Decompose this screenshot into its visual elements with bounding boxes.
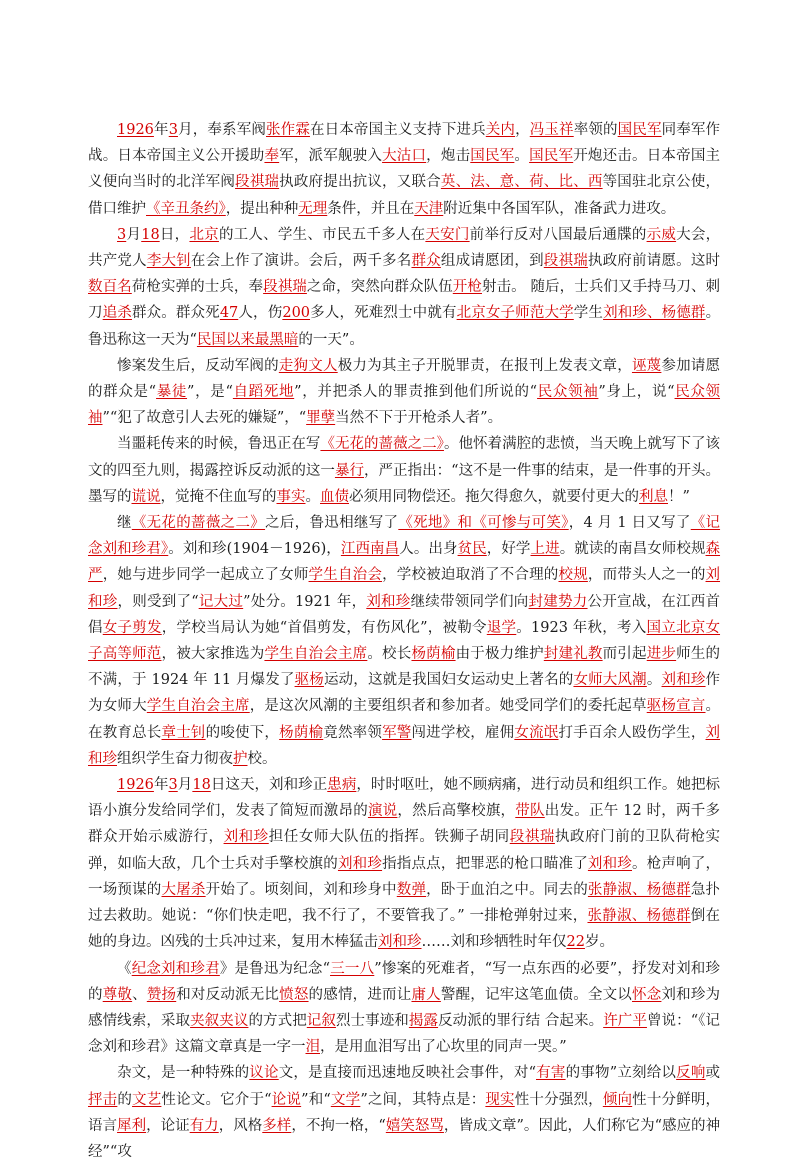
highlighted-term: 揭露: [408, 1012, 439, 1029]
text-run: ，学校被迫取消了不合理的: [382, 567, 559, 584]
highlighted-term: 冯玉祥: [529, 122, 574, 138]
highlighted-term: 张静淑、杨德群: [587, 908, 691, 925]
highlighted-term: 刘和珍: [88, 724, 721, 767]
highlighted-term: 杨荫榆: [279, 724, 324, 741]
highlighted-term: 演说: [367, 803, 398, 820]
highlighted-term: 驱杨宣言: [646, 698, 706, 715]
text-run: 。: [646, 672, 662, 689]
text-run: 。校长: [367, 646, 412, 663]
text-run: ，提出种种: [225, 200, 299, 217]
highlighted-term: 学生自治会主席: [146, 698, 250, 715]
text-run: 执政府前请愿。这时: [587, 253, 721, 270]
highlighted-term: 章士钊: [161, 724, 206, 741]
highlighted-term: 《无花的蔷薇之二》: [320, 436, 444, 453]
text-run: 性论文。它介于“: [161, 1091, 272, 1108]
text-run: 人。出身: [399, 541, 458, 558]
text-run: ，论证: [146, 1117, 190, 1134]
text-run: ，好学: [486, 541, 531, 558]
highlighted-term: 刘和珍: [661, 672, 706, 689]
text-run: 。: [305, 488, 320, 505]
highlighted-term: 森严: [88, 541, 721, 584]
highlighted-term: 3: [168, 122, 178, 138]
text-run: 在日本帝国主义支持下进兵: [309, 122, 486, 138]
highlighted-term: 文艺: [132, 1091, 162, 1108]
highlighted-term: 天安门: [425, 226, 470, 243]
text-run: 的事物”立刻给以: [565, 1065, 677, 1082]
highlighted-term: 谎说: [131, 488, 161, 505]
highlighted-term: 带队: [515, 803, 545, 820]
text-run: 公开宣战，在江西首倡: [88, 593, 721, 636]
paragraph: [88, 117, 720, 222]
text-run: 多人，死难烈士中就有: [310, 305, 457, 322]
highlighted-term: 开枪: [452, 279, 482, 296]
highlighted-term: 《辛丑条约》: [146, 200, 226, 217]
text-run: 射击。 随后，士兵们又手持马刀、刺刀: [88, 279, 721, 322]
highlighted-term: 封建势力: [528, 593, 588, 610]
text-run: ，则受到了“: [117, 593, 199, 610]
highlighted-term: 校规: [558, 567, 588, 584]
text-run: 的方式把: [248, 1012, 307, 1029]
highlighted-term: 血债: [320, 488, 349, 505]
text-run: 岁。: [584, 934, 614, 951]
highlighted-term: 犀利: [117, 1117, 147, 1134]
highlighted-term: 国民军: [470, 148, 515, 165]
text-run: 急扑过去救助。她说：“你们快走吧，我不行了，不要管我了。” 一排枪弹射过来，: [88, 881, 721, 925]
highlighted-term: 议论: [249, 1065, 279, 1082]
text-run: 校。: [247, 750, 277, 767]
highlighted-term: 驱杨: [294, 672, 324, 689]
text-run: 等国驻北京公使，借口维护: [88, 174, 721, 217]
highlighted-term: 段祺瑞: [263, 279, 307, 296]
text-run: 的工人、学生、市民五千多人在: [218, 226, 426, 243]
highlighted-term: 上进: [530, 541, 560, 558]
highlighted-term: 民众领袖: [537, 384, 599, 401]
highlighted-term: 尊敬: [102, 986, 133, 1003]
highlighted-term: 有害: [536, 1065, 566, 1082]
highlighted-term: 赞扬: [146, 986, 177, 1003]
text-run: 参加请愿的群众是“: [88, 357, 721, 401]
text-run: ，然后高擎校旗，: [397, 803, 516, 820]
highlighted-term: 女子剪发: [102, 619, 162, 636]
text-run: 。鲁迅称这一天为“: [88, 305, 721, 348]
text-run: 曾说：“《记念刘和珍君》这篇文章真是一字一: [88, 1012, 721, 1056]
paragraph: [88, 1060, 720, 1165]
text-run: 或: [705, 1065, 721, 1082]
highlighted-term: 刘和珍: [223, 829, 269, 846]
text-run: 大会，共产党人: [88, 226, 721, 270]
highlighted-term: 《记念刘和珍君》: [88, 515, 721, 558]
highlighted-term: 多样: [262, 1117, 292, 1134]
text-run: ”处分。1921 年，: [243, 593, 367, 610]
text-run: 年: [153, 122, 169, 138]
text-run: 月: [126, 226, 142, 243]
highlighted-term: 22: [566, 934, 585, 951]
text-run: 人，伤: [238, 305, 283, 322]
highlighted-term: 护: [233, 750, 248, 767]
highlighted-term: 暴行: [334, 462, 364, 479]
text-run: 倒在她的身边。凶残的士兵冲过来，复用木棒猛击: [88, 908, 721, 951]
text-run: 当噩耗传来的时候，鲁迅正在写: [117, 436, 321, 453]
highlighted-term: 女流氓: [514, 724, 559, 741]
text-run: 。就读的南昌女师校规: [559, 541, 706, 558]
text-run: 之命，突然向群众队伍: [306, 279, 453, 296]
text-run: 条件，并且在: [327, 200, 415, 217]
highlighted-term: 怀念: [632, 986, 662, 1003]
highlighted-term: 泪: [305, 1039, 320, 1056]
highlighted-term: 庸人: [411, 986, 441, 1003]
highlighted-term: 罪孽: [306, 410, 336, 427]
text-run: 刘和珍为感情线索，采取: [88, 986, 721, 1029]
text-run: 、: [132, 986, 147, 1003]
highlighted-term: 民国以来最黑暗: [196, 331, 299, 348]
text-run: 由于极力维护: [455, 646, 544, 663]
highlighted-term: 200: [282, 305, 311, 322]
paragraph: [88, 510, 720, 772]
text-run: 作为女师大: [88, 672, 721, 715]
text-run: 师生的不满，于 1924 年 11 月爆发了: [88, 646, 721, 689]
highlighted-term: 数弹: [396, 881, 427, 898]
highlighted-term: 民众领袖: [88, 384, 721, 427]
paragraph: [88, 772, 720, 955]
text-run: 。他怀着满腔的悲愤，当天晚上就写下了该文的四至九则，揭露控诉反动派的这一: [88, 436, 721, 479]
text-run: 打手百余人殴伤学生，: [558, 724, 706, 741]
text-run: 》是鲁迅为纪念“: [219, 960, 331, 977]
highlighted-term: 纪念刘和珍君: [131, 960, 220, 977]
highlighted-term: 1926: [117, 777, 154, 794]
text-run: 的一天”。: [298, 331, 364, 348]
text-run: 日，: [159, 226, 190, 243]
highlighted-term: 文学: [330, 1091, 361, 1108]
paragraph: [88, 222, 720, 353]
highlighted-term: 大屠杀: [161, 881, 206, 898]
highlighted-term: 张静淑、杨德群: [587, 881, 691, 898]
text-run: 月，奉系军阀: [177, 122, 267, 138]
highlighted-term: 群众: [411, 253, 441, 270]
text-run: 继: [117, 515, 132, 532]
highlighted-term: 示威: [646, 226, 677, 243]
highlighted-term: 自蹈死地: [232, 384, 295, 401]
highlighted-term: 现实: [485, 1091, 515, 1108]
paragraph: [88, 431, 720, 510]
text-run: 性十分强烈，: [514, 1091, 603, 1108]
text-run: ”之间，其特点是：: [360, 1091, 486, 1108]
text-run: 和对反动派无比: [176, 986, 280, 1003]
text-run: ，4 月 1 日又写了: [568, 515, 691, 532]
highlighted-term: 刘和珍、杨德群: [603, 305, 706, 322]
highlighted-term: 刘和珍: [337, 855, 383, 872]
text-run: ”和“: [301, 1091, 331, 1108]
highlighted-term: 刘和珍: [366, 593, 411, 610]
highlighted-term: 刘和珍: [378, 934, 422, 951]
highlighted-term: 有力: [189, 1117, 219, 1134]
highlighted-term: 夹叙夹议: [190, 1012, 249, 1029]
highlighted-term: 暴徒: [156, 384, 188, 401]
text-run: ”，是“: [187, 384, 233, 401]
text-run: 指指点点，把罪恶的枪口瞄准了: [382, 855, 588, 872]
highlighted-term: 嬉笑怒骂: [385, 1117, 444, 1134]
highlighted-term: 《无花的蔷薇之二》: [131, 515, 266, 532]
text-run: ，学校当局认为她“首倡剪发，有伤风化”，被勒令: [161, 619, 487, 636]
highlighted-term: 倾向: [602, 1091, 633, 1108]
highlighted-term: 18: [141, 226, 160, 243]
text-run: 在会上作了演讲。会后，两千多名: [190, 253, 412, 270]
highlighted-term: 《死地》和《可惨与可笑》: [398, 515, 569, 532]
highlighted-term: 诬蔑: [631, 357, 662, 374]
highlighted-term: 事实: [276, 488, 306, 505]
text-run: 附近集中各国军队，准备武力进攻。: [443, 200, 676, 217]
text-run: 群众。群众死: [131, 305, 220, 322]
text-run: 军，派军舰驶入: [279, 148, 383, 165]
highlighted-term: 张作霖: [266, 122, 310, 138]
text-run: ！”: [668, 488, 690, 505]
highlighted-term: 学生自治会: [308, 567, 383, 584]
highlighted-term: 许广平: [603, 1012, 647, 1029]
text-run: 组成请愿团，到: [440, 253, 544, 270]
text-run: 文，是直接而迅速地反映社会事件，对“: [278, 1065, 536, 1082]
text-run: 继续带领同学们向: [410, 593, 529, 610]
highlighted-term: 天津: [414, 200, 444, 217]
text-run: 开炮还击。日本帝国主义便向当时的北洋军阀: [88, 148, 721, 191]
highlighted-term: 国民军: [529, 148, 574, 165]
text-run: 月: [177, 777, 193, 794]
highlighted-term: 退学: [486, 619, 517, 636]
highlighted-term: 记大过: [198, 593, 244, 610]
text-run: 。枪声响了，一场预谋的: [88, 855, 721, 898]
text-run: ，时时呕吐，她不顾病痛，进行动员和组织工作。她把标语小旗分发给同学们，发表了简短而激昂的: [88, 777, 721, 820]
text-run: 烈士事迹和: [335, 1012, 409, 1029]
highlighted-term: 反响: [676, 1065, 706, 1082]
text-run: ，觉掩不住血写的: [160, 488, 277, 505]
text-run: 担任女师大队伍的指挥。铁狮子胡同: [268, 829, 510, 846]
text-run: 运动，这就是我国妇女运动史上著名的: [323, 672, 574, 689]
highlighted-term: 大沽口: [382, 148, 427, 165]
text-run: 当然不下于开枪杀人者”。: [335, 410, 503, 427]
text-run: ，是用血泪写出了心坎里的同声一哭。”: [320, 1039, 567, 1056]
highlighted-term: 江西南昌: [340, 541, 400, 558]
highlighted-term: 刘和珍: [587, 855, 633, 872]
text-run: ，皆成文章”。因此，人们称它为“感应的神经”“攻: [88, 1117, 721, 1160]
highlighted-term: 3: [117, 226, 127, 243]
text-run: 。刘和珍(1904－1926)，: [168, 541, 341, 558]
text-run: ，而带头人之一的: [587, 567, 706, 584]
highlighted-term: 患病: [327, 777, 357, 794]
text-run: 反动派的罪行结 合起来。: [438, 1012, 604, 1029]
paragraph: [88, 353, 720, 432]
highlighted-term: 学生自治会主席: [264, 646, 368, 663]
highlighted-term: 利息: [639, 488, 668, 505]
text-run: 年: [153, 777, 169, 794]
text-run: 。: [514, 148, 530, 165]
highlighted-term: 关内: [485, 122, 516, 138]
highlighted-term: 追杀: [102, 305, 132, 322]
text-run: 率领的: [573, 122, 618, 138]
text-run: ，: [515, 122, 530, 138]
text-run: ，被大家推选为: [161, 646, 265, 663]
highlighted-term: 贫民: [457, 541, 487, 558]
highlighted-term: 记叙: [306, 1012, 336, 1029]
text-run: ，严正指出：“这不是一件事的结束，是一件事的开头。墨写的: [88, 462, 721, 505]
text-run: 《: [117, 960, 132, 977]
text-run: ”身上，说“: [598, 384, 675, 401]
text-run: 执政府提出抗议，又联合: [279, 174, 441, 191]
text-run: 警醒，记牢这笔血债。全文以: [440, 986, 633, 1003]
highlighted-term: 数百名: [88, 279, 132, 296]
text-run: ，卧于血泊之中。同去的: [426, 881, 588, 898]
highlighted-term: 英、法、意、荷、比、西: [440, 174, 603, 191]
text-run: 惨案发生后，反动军阀的: [117, 357, 279, 374]
highlighted-term: 段祺瑞: [543, 253, 588, 270]
text-run: 的感情，进而让: [308, 986, 412, 1003]
text-run: 。1923 年秋，考入: [516, 619, 647, 636]
text-run: 前举行反对八国最后通牒的: [469, 226, 647, 243]
highlighted-term: 进步: [646, 646, 677, 663]
highlighted-term: 李大钊: [146, 253, 191, 270]
highlighted-term: 杨荫榆: [411, 646, 456, 663]
highlighted-term: 走狗文人: [278, 357, 338, 374]
text-run: 日这天，刘和珍正: [210, 777, 328, 794]
highlighted-term: 女师大风潮: [573, 672, 647, 689]
text-run: 杂文，是一种特殊的: [117, 1065, 250, 1082]
highlighted-term: 封建礼教: [543, 646, 603, 663]
text-run: 性十分鲜明，语言: [88, 1091, 721, 1134]
highlighted-term: 3: [168, 777, 178, 794]
text-run: ，是这次风潮的主要组织者和参加者。她受同学们的委托起草: [249, 698, 647, 715]
highlighted-term: 北京: [189, 226, 219, 243]
text-run: ，不拘一格，“: [291, 1117, 386, 1134]
text-run: 荷枪实弹的士兵，奉: [131, 279, 264, 296]
text-run: 出发。正午 12 时，两千多群众开始示威游行，: [88, 803, 721, 846]
highlighted-term: 奉: [264, 148, 280, 165]
text-run: 执政府门前的卫队荷枪实弹，如临大敌，几个士兵对手擎校旗的: [88, 829, 721, 872]
highlighted-term: 刘和珍: [88, 567, 721, 610]
article-body: [88, 117, 720, 1165]
highlighted-term: 无理: [298, 200, 328, 217]
text-run: ，风格: [218, 1117, 263, 1134]
text-run: ，她与进步同学一起成立了女师: [102, 567, 309, 584]
text-run: 闯进学校，雇佣: [411, 724, 515, 741]
highlighted-term: 三一八: [330, 960, 375, 977]
text-run: ”，并把杀人的罪责推到他们所说的“: [294, 384, 538, 401]
text-run: ，炮击: [426, 148, 471, 165]
highlighted-term: 论说: [271, 1091, 302, 1108]
highlighted-term: 北京女子师范大学: [456, 305, 574, 322]
text-run: 组织学生奋力彻夜: [117, 750, 233, 767]
text-run: 。在教育总长: [88, 698, 721, 741]
highlighted-term: 18: [192, 777, 211, 794]
text-run: ”“犯了故意引人去死的嫌疑”，“: [102, 410, 307, 427]
text-run: 学生: [573, 305, 604, 322]
text-run: 之后，鲁迅相继写了: [265, 515, 399, 532]
highlighted-term: 47: [219, 305, 239, 322]
highlighted-term: 抨击: [88, 1091, 118, 1108]
text-run: 同奉军作战。日本帝国主义公开援助: [88, 122, 721, 165]
highlighted-term: 国民军: [617, 122, 662, 138]
highlighted-term: 军警: [382, 724, 412, 741]
text-run: 而引起: [602, 646, 647, 663]
paragraph: [88, 956, 720, 1061]
text-run: ……刘和珍牺牲时年仅: [421, 934, 567, 951]
text-run: 极力为其主子开脱罪责，在报刊上发表文章，: [337, 357, 632, 374]
text-run: 的唆使下，: [205, 724, 280, 741]
text-run: 的: [117, 1091, 133, 1108]
highlighted-term: 国立北京女子高等师范: [88, 619, 721, 663]
highlighted-term: 段祺瑞: [509, 829, 555, 846]
highlighted-term: 段祺瑞: [235, 174, 280, 191]
text-run: 开始了。顷刻间，刘和珍身中: [205, 881, 397, 898]
text-run: 必须用同物偿还。拖欠得愈久，就要付更大的: [349, 488, 639, 505]
highlighted-term: 愤怒: [279, 986, 309, 1003]
text-run: ”惨案的死难者，“写一点东西的必要”，抒发对刘和珍的: [88, 960, 720, 1003]
highlighted-term: 1926: [117, 122, 154, 138]
text-run: 竟然率领: [323, 724, 383, 741]
